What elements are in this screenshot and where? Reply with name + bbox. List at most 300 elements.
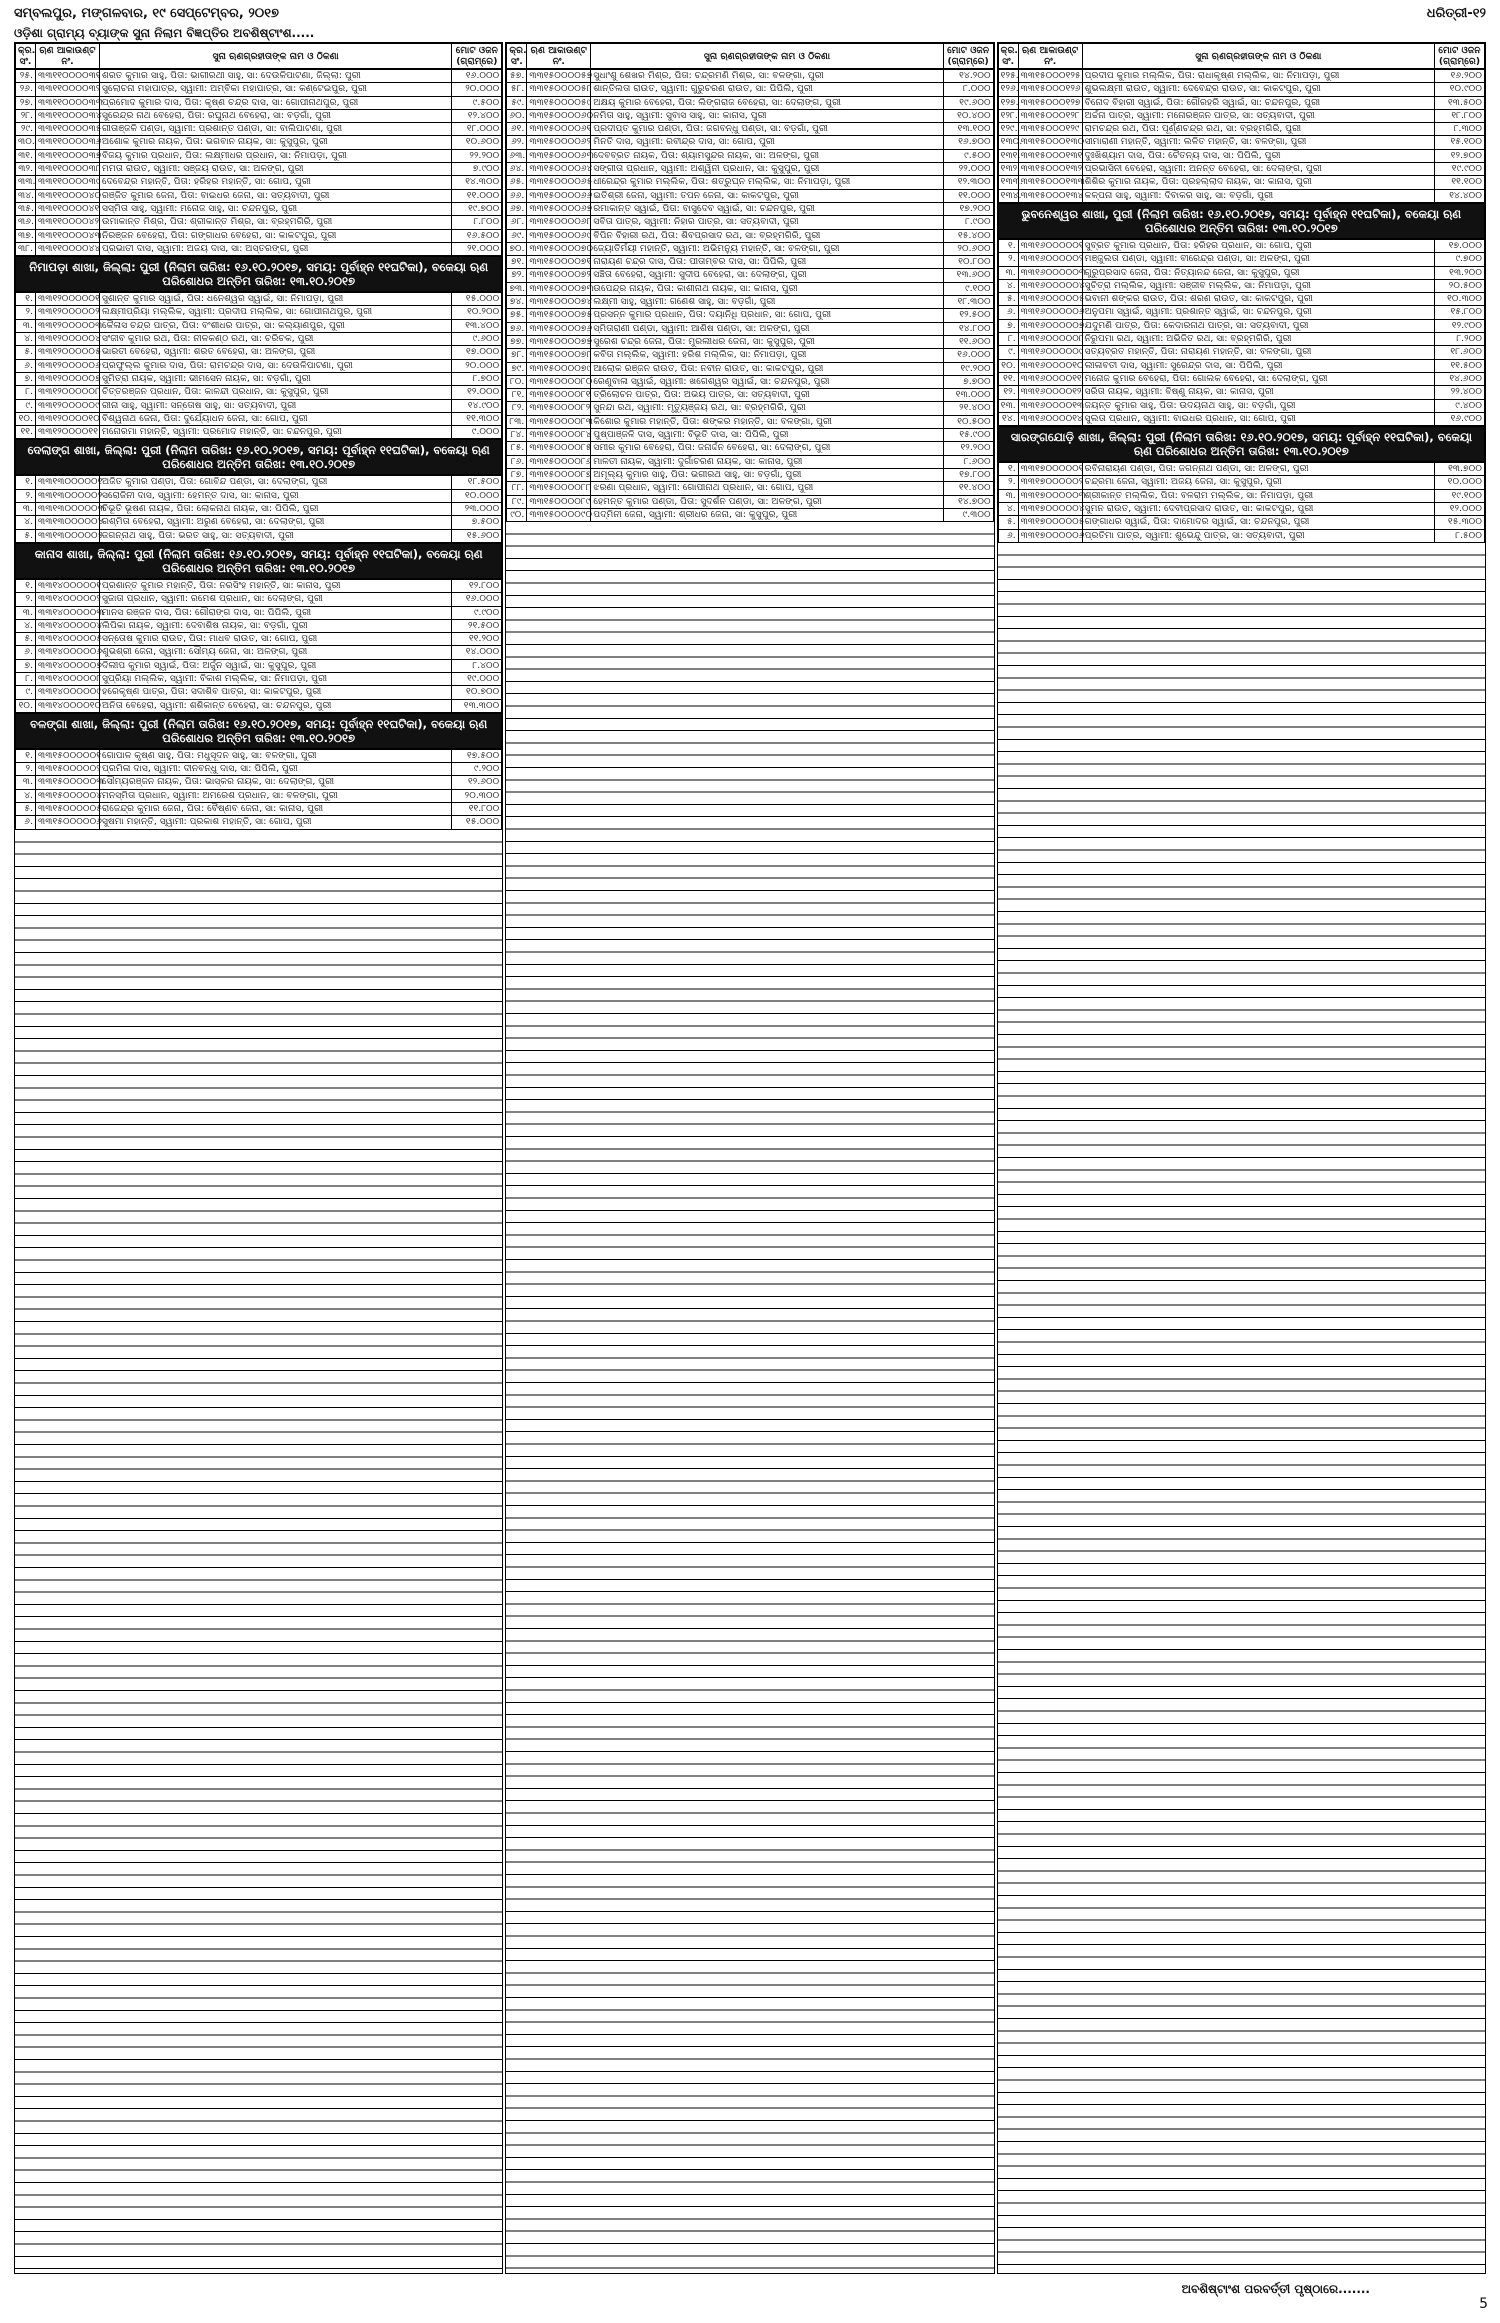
weight-cell: ୧୩.୩୦୦ [452,699,502,712]
name-address-cell: ଇତିଶ୍ରୀ ଜେନା, ସ୍ୱାମୀ: ତପନ ଜେନା, ସା: କାକଟପୁର, ପୁରୀ [591,189,943,202]
serial-cell: ୭. [16,372,36,385]
serial-cell: ୨୬. [16,83,36,96]
account-cell: ୩୩୧୫୦୦୦୧୨୭ [1018,96,1082,109]
name-address-cell: ସରୋଜିନୀ ଦାସ, ସ୍ୱାମୀ: ହେମନ୍ତ ଦାସ, ସା: କାନାସ, ପୁରୀ [100,489,452,502]
weight-cell: ୧୭.୨୦୦ [943,202,993,215]
account-cell: ୩୩୧୫୦୦୦୧୩୧ [1018,149,1082,162]
serial-cell: ୪. [16,789,36,802]
serial-cell: ୧୦. [998,359,1018,372]
name-address-cell: ହରେକୃଷ୍ଣ ପାତ୍ର, ପିତା: ସଦାଶିବ ପାତ୍ର, ସା: କାକଟପୁର, ପୁରୀ [100,686,452,699]
name-address-cell: ଅକ୍ଷୟ କୁମାର ବେହେରା, ପିତା: ଲିଙ୍ଗରାଜ ବେହେରା, ସା: ଦେଲାଙ୍ଗ, ପୁରୀ [591,96,943,109]
account-cell: ୩୩୧୫୦୦୦୦୮୧ [527,389,591,402]
weight-cell: ୧୬.୭୦୦ [943,136,993,149]
table-row [507,123,993,136]
header-weight: ମୋଟ ଓଜନ (ଗ୍ରାମ୍‌ରେ) [452,44,502,69]
name-address-cell: ନିରଞ୍ଜନ ବେହେରା, ପିତା: ଗଙ୍ଗାଧର ବେହେରା, ସା: କାକଟପୁର, ପୁରୀ [100,229,452,242]
weight-cell: ୧୧.୬୦୦ [943,335,993,348]
table-row [998,136,1484,149]
account-cell: ୩୩୧୪୦୦୦୦୦୪ [36,619,100,632]
table-continuation [506,522,993,2273]
column-3 [997,42,1486,2274]
account-cell: ୩୩୧୫୦୦୦୦୮୯ [527,495,591,508]
serial-cell: ୩. [998,489,1018,502]
weight-cell: ୧୪.୭୦୦ [943,495,993,508]
name-address-cell: କୈଳାସ ଚନ୍ଦ୍ର ପାତ୍ର, ପିତା: ବଂଶୀଧର ପାତ୍ର, ସା: କଲ୍ୟାଣପୁର, ପୁରୀ [100,319,452,332]
serial-cell: ୩. [16,606,36,619]
name-address-cell: ଶରତ କୁମାର ସାହୁ, ପିତା: ଭାଗୀରଥୀ ସାହୁ, ସା: ଦେଉଳିପାଟଣା, ଜିଲ୍ଲା: ପୁରୀ [100,70,452,83]
account-cell: ୩୩୧୨୦୦୦୦୧୦ [36,412,100,425]
name-address-cell: ସୁଜାତା ପ୍ରଧାନ, ସ୍ୱାମୀ: ରମେଶ ପ୍ରଧାନ, ସା: ଦେଲାଙ୍ଗ, ପୁରୀ [100,593,452,606]
table-row [16,333,502,346]
serial-cell: ୩୦. [16,136,36,149]
serial-cell: ୧୩୪. [998,189,1018,202]
weight-cell: ୧୬.୯୦୦ [1434,412,1484,425]
name-address-cell: ଅମୂଲ୍ୟ କୁମାର ସାହୁ, ପିତା: ଭଗୀରଥ ସାହୁ, ସା: ବଡ଼ଗାଁ, ପୁରୀ [591,468,943,481]
weight-cell: ୨୧.୪୦୦ [943,402,993,415]
header-name-address: ସୁନା ଋଣଗ୍ରହୀତାଙ୍କ ନାମ ଓ ଠିକଣା [591,44,943,69]
serial-cell: ୧୨୭. [998,96,1018,109]
name-address-cell: ରୀନା ସାହୁ, ସ୍ୱାମୀ: ସନ୍ତୋଷ ସାହୁ, ସା: ସତ୍ୟବାଦୀ, ପୁରୀ [100,399,452,412]
table-row [998,293,1484,306]
name-address-cell: ତ୍ରିଲୋଚନ ପାତ୍ର, ପିତା: ଅଭୟ ପାତ୍ର, ସା: ସତ୍ୟବାଦୀ, ପୁରୀ [591,389,943,402]
table-row [507,362,993,375]
weight-cell: ୨୦.୫୦୦ [1434,279,1484,292]
name-address-cell: ରେଣୁବାଳା ସ୍ୱାଇଁ, ସ୍ୱାମୀ: ଖଗେଶ୍ୱର ସ୍ୱାଇଁ, ସା: ଚନ୍ଦନପୁର, ପୁରୀ [591,375,943,388]
serial-cell: ୭୯. [507,362,527,375]
name-address-cell: ଦୁଃଖିଶ୍ୟାମ ଦାସ, ପିତା: ଚୈତନ୍ୟ ଦାସ, ସା: ପିପିଲି, ପୁରୀ [1082,149,1434,162]
name-address-cell: ସୁଷମା ମହାନ୍ତି, ସ୍ୱାମୀ: ପ୍ରକାଶ ମହାନ୍ତି, ସା: ଗୋପ, ପୁରୀ [100,816,452,829]
serial-cell: ୬. [998,529,1018,542]
table-row [16,202,502,215]
name-address-cell: ପୁଷ୍ପାଞ୍ଜଳି ଦାସ, ସ୍ୱାମୀ: ବିଭୂତି ଦାସ, ସା: ପିପିଲି, ପୁରୀ [591,429,943,442]
weight-cell: ୯.୭୦୦ [1434,253,1484,266]
table-row [16,70,502,83]
account-cell: ୩୩୧୪୦୦୦୦୦୩ [36,606,100,619]
name-address-cell: ନମିତା ସାହୁ, ସ୍ୱାମୀ: ସୁବାସ ସାହୁ, ସା: କାନାସ, ପୁରୀ [591,109,943,122]
account-cell: ୩୩୧୧୦୦୦୦୩୮ [36,163,100,176]
loan-table [15,475,502,542]
table-row [998,253,1484,266]
table-row [507,495,993,508]
name-address-cell: ସଂଜୀବ କୁମାର ରଥ, ପିତା: ନୀଳକଣ୍ଠ ରଥ, ସା: ଚରିଚକ, ପୁରୀ [100,333,452,346]
table-row [507,189,993,202]
weight-cell: ୨୦.୦୦୦ [452,359,502,372]
weight-cell: ୧୩.୪୦୦ [452,319,502,332]
name-address-cell: ସସ୍ମିତା ସାହୁ, ସ୍ୱାମୀ: ମନୋଜ ସାହୁ, ସା: ଚନ୍ଦନପୁର, ପୁରୀ [100,202,452,215]
name-address-cell: ଶିଶିର କୁମାର ନାୟକ, ପିତା: ପ୍ରହଲ୍ଲାଦ ନାୟକ, ସା: କାନାସ, ପୁରୀ [1082,176,1434,189]
table-row [507,375,993,388]
name-address-cell: ଗୁରୁପ୍ରସାଦ ଜେନା, ପିତା: ନିତ୍ୟାନନ୍ଦ ଜେନା, ସା: କୁସୁପୁର, ପୁରୀ [1082,266,1434,279]
table-row [16,606,502,619]
table-row [507,83,993,96]
weight-cell: ୧୦.୦୦୦ [452,489,502,502]
account-cell: ୩୩୧୫୦୦୦୦୭୯ [527,362,591,375]
header-date: ସମ୍ବଲପୁର, ମଙ୍ଗଳବାର, ୧୯ ସେପ୍ଟେମ୍ବର, ୨୦୧୭ [14,6,279,21]
table-row [16,633,502,646]
table-row [16,216,502,229]
name-address-cell: ଯଦୁମଣି ପାତ୍ର, ପିତା: କେଦାରନାଥ ପାତ୍ର, ସା: ସତ୍ୟବାଦୀ, ପୁରୀ [1082,319,1434,332]
serial-cell: ୧୩୧. [998,149,1018,162]
table-row [998,189,1484,202]
name-address-cell: କବିତା ମଲ୍ଲିକ, ସ୍ୱାମୀ: ହରିଶ ମଲ୍ଲିକ, ସା: ନିମାପଡ଼ା, ପୁରୀ [591,349,943,362]
serial-cell: ୧୩୦. [998,136,1018,149]
name-address-cell: ମମତା ରାଉତ, ସ୍ୱାମୀ: ସଞ୍ଜୟ ରାଉତ, ସା: ଅଳଙ୍ଗ, ପୁରୀ [100,163,452,176]
name-address-cell: ରାଜେନ୍ଦ୍ର କୁମାର ଜେନା, ପିତା: ବୈଷ୍ଣବ ଜେନା, ସା: କାନାସ, ପୁରୀ [100,803,452,816]
table-row [16,816,502,829]
weight-cell: ୧୪.୨୦୦ [943,70,993,83]
serial-cell: ୭୦. [507,242,527,255]
weight-cell: ୧୪.୩୦୦ [452,176,502,189]
serial-cell: ୧୪. [998,412,1018,425]
weight-cell: ୨୦.୬୦୦ [943,242,993,255]
serial-cell: ୨୫. [16,70,36,83]
name-address-cell: ଶାନ୍ତିଲତା ରାଉତ, ସ୍ୱାମୀ: ଗୁରୁଚରଣ ରାଉତ, ସା: ପିପିଲି, ପୁରୀ [591,83,943,96]
name-address-cell: ମନୋଜ କୁମାର ବେହେରା, ପିତା: ଗୋଲକ ବେହେରା, ସା: ଦେଲାଙ୍ଗ, ପୁରୀ [1082,372,1434,385]
account-cell: ୩୩୧୫୦୦୦୦୮୮ [527,482,591,495]
loan-table [15,749,502,830]
table-row [507,202,993,215]
name-address-cell: ପ୍ରମୋଦ କୁମାର ଦାସ, ପିତା: କୃଷ୍ଣ ଚନ୍ଦ୍ର ଦାସ, ସା: ଗୋପୀନାଥପୁର, ପୁରୀ [100,96,452,109]
table-row [998,503,1484,516]
weight-cell: ୯.୦୦୦ [452,426,502,439]
account-cell: ୩୩୧୫୦୦୦୦୭୦ [527,242,591,255]
auction-notice-columns [14,42,1486,2274]
account-cell: ୩୩୧୫୦୦୦୦୭୭ [527,335,591,348]
table-row [507,149,993,162]
name-address-cell: ପ୍ରଭାସିନୀ ବେହେରା, ସ୍ୱାମୀ: ଅନନ୍ତ ବେହେରା, ସା: ଦେଲାଙ୍ଗ, ପୁରୀ [1082,163,1434,176]
weight-cell: ୧୦.୦୦୦ [1434,476,1484,489]
weight-cell: ୧୦.୯୦୦ [1434,83,1484,96]
serial-cell: ୧. [16,749,36,762]
account-cell: ୩୩୧୬୦୦୦୦୦୮ [1018,333,1082,346]
name-address-cell: ରମାକାନ୍ତ ସ୍ୱାଇଁ, ପିତା: ବାସୁଦେବ ସ୍ୱାଇଁ, ସା: ଚନ୍ଦନପୁର, ପୁରୀ [591,202,943,215]
account-cell: ୩୩୧୭୦୦୦୦୦୩ [1018,489,1082,502]
account-cell: ୩୩୧୬୦୦୦୦୧୪ [1018,412,1082,425]
table-row [16,503,502,516]
serial-cell: ୮. [16,386,36,399]
table-row [998,489,1484,502]
table-row [998,83,1484,96]
name-address-cell: ବିନୋଦ ବିହାରୀ ସ୍ୱାଇଁ, ପିତା: ଗୌରହରି ସ୍ୱାଇଁ, ସା: ଚନ୍ଦନପୁର, ପୁରୀ [1082,96,1434,109]
serial-cell: ୩. [16,319,36,332]
name-address-cell: ଦେବବ୍ରତ ନାୟକ, ପିତା: ଶ୍ୟାମସୁନ୍ଦର ନାୟକ, ସା: ଅଳଙ୍ଗ, ପୁରୀ [591,149,943,162]
serial-cell: ୫. [16,346,36,359]
continued-note: ଅବଶିଷ୍ଟାଂଶ ପରବର୍ତ୍ତୀ ପୃଷ୍ଠାରେ....... [1181,2282,1370,2296]
table-row [16,372,502,385]
name-address-cell: ସୁମିତ୍ରା ନାୟକ, ସ୍ୱାମୀ: ଭୀମସେନ ନାୟକ, ସା: ବଡ଼ଗାଁ, ପୁରୀ [100,372,452,385]
account-cell: ୩୩୧୫୦୦୦୧୩୩ [1018,176,1082,189]
serial-cell: ୪. [998,503,1018,516]
account-cell: ୩୩୧୪୦୦୦୦୦୯ [36,686,100,699]
table-row [16,686,502,699]
serial-cell: ୩. [16,776,36,789]
account-cell: ୩୩୧୫୦୦୦୦୬୯ [527,229,591,242]
name-address-cell: ପ୍ରତିମା ପାତ୍ର, ସ୍ୱାମୀ: ଶୁଭେନ୍ଦୁ ପାତ୍ର, ସା: ସତ୍ୟବାଦୀ, ପୁରୀ [1082,529,1434,542]
table-row [507,322,993,335]
account-cell: ୩୩୧୭୦୦୦୦୦୫ [1018,516,1082,529]
name-address-cell: ଉପେନ୍ଦ୍ର ନାୟକ, ପିତା: କାଶୀନାଥ ନାୟକ, ସା: କାନାସ, ପୁରୀ [591,282,943,295]
weight-cell: ୧୦.୭୦୦ [452,686,502,699]
serial-cell: ୫୭. [507,70,527,83]
name-address-cell: ବିଭୂତି ଭୂଷଣ ନାୟକ, ପିତା: ଲୋକନାଥ ନାୟକ, ସା: ପିପିଲି, ପୁରୀ [100,503,452,516]
account-cell: ୩୩୧୬୦୦୦୦୦୯ [1018,346,1082,359]
account-cell: ୩୩୧୧୦୦୦୦୩୫ [36,123,100,136]
account-cell: ୩୩୧୫୦୦୦୧୨୯ [1018,123,1082,136]
account-cell: ୩୩୧୫୦୦୦୦୭୨ [527,269,591,282]
serial-cell: ୫. [998,516,1018,529]
name-address-cell: ଜ୍ୟୋତିର୍ମୟୀ ମହାନ୍ତି, ସ୍ୱାମୀ: ଅଭିମନ୍ୟୁ ମହାନ୍ତି, ସା: ବଳଙ୍ଗା, ପୁରୀ [591,242,943,255]
name-address-cell: ବିପିନ ବିହାରୀ ରଥ, ପିତା: ଶିବପ୍ରସାଦ ରଥ, ସା: ବ୍ରହ୍ମଗିରି, ପୁରୀ [591,229,943,242]
serial-cell: ୭୨. [507,269,527,282]
weight-cell: ୭.୭୦୦ [943,375,993,388]
column-1 [14,42,503,2274]
account-cell: ୩୩୧୩୦୦୦୦୦୪ [36,516,100,529]
weight-cell: ୧୦.୫୦୦ [943,415,993,428]
serial-cell: ୧୦. [16,699,36,712]
name-address-cell: ପ୍ରଶାନ୍ତ କୁମାର ମହାନ୍ତି, ପିତା: ନରସିଂହ ମହାନ୍ତି, ସା: କାନାସ, ପୁରୀ [100,579,452,592]
table-row [507,96,993,109]
serial-cell: ୮୮. [507,482,527,495]
serial-cell: ୮୩. [507,415,527,428]
table-row [507,389,993,402]
account-cell: ୩୩୧୧୦୦୦୦୪୩ [36,229,100,242]
account-cell: ୩୩୧୬୦୦୦୦୧୧ [1018,372,1082,385]
weight-cell: ୧୬.୫୦୦ [452,229,502,242]
serial-cell: ୧୨୬. [998,83,1018,96]
account-cell: ୩୩୧୫୦୦୦୦୮୩ [527,415,591,428]
table-row [16,763,502,776]
account-cell: ୩୩୧୨୦୦୦୦୦୩ [36,319,100,332]
serial-cell: ୨. [16,489,36,502]
table-row [998,279,1484,292]
table-row [998,123,1484,136]
serial-cell: ୧୧. [998,372,1018,385]
account-cell: ୩୩୧୫୦୦୦୦୮୬ [527,455,591,468]
name-address-cell: ଦେବେନ୍ଦ୍ର ମହାନ୍ତି, ପିତା: ହରିହର ମହାନ୍ତି, ସା: ଗୋପ, ପୁରୀ [100,176,452,189]
name-address-cell: ସରିତା ନାୟକ, ସ୍ୱାମୀ: ବିଷ୍ଣୁ ନାୟକ, ସା: କାନାସ, ପୁରୀ [1082,386,1434,399]
account-cell: ୩୩୧୫୦୦୦୦୬୪ [527,163,591,176]
serial-cell: ୭୩. [507,282,527,295]
serial-cell: ୧୨୮. [998,109,1018,122]
weight-cell: ୧୦.୪୦୦ [943,109,993,122]
name-address-cell: ଚନ୍ଦ୍ରମା ଜେନା, ସ୍ୱାମୀ: ଅଜୟ ଜେନା, ସା: କୁସୁପୁର, ପୁରୀ [1082,476,1434,489]
header-serial: କ୍ର. ସଂ. [998,44,1018,69]
weight-cell: ୧୪.୬୦୦ [1434,372,1484,385]
serial-cell: ୬୭. [507,202,527,215]
name-address-cell: ପ୍ରଫୁଲ୍ଲ କୁମାର ଦାସ, ପିତା: ରାମଚନ୍ଦ୍ର ଦାସ, ସା: ଦେଉଳିପାଟଣା, ପୁରୀ [100,359,452,372]
name-address-cell: ସୁଲୋଚନା ମହାପାତ୍ର, ସ୍ୱାମୀ: ଅମ୍ବିକା ମହାପାତ୍ର, ସା: କଣ୍ଟେଇପୁର, ପୁରୀ [100,83,452,96]
table-row [16,386,502,399]
serial-cell: ୨୭. [16,96,36,109]
table-row [16,189,502,202]
table-row [998,96,1484,109]
weight-cell: ୧୦.୩୦୦ [1434,293,1484,306]
serial-cell: ୪. [998,279,1018,292]
account-cell: ୩୩୧୭୦୦୦୦୦୬ [1018,529,1082,542]
table-row [507,508,993,521]
account-cell: ୩୩୧୫୦୦୦୦୭୪ [527,296,591,309]
name-address-cell: ସ୍ମିତାରାଣୀ ପଣ୍ଡା, ସ୍ୱାମୀ: ଆଶିଷ ପଣ୍ଡା, ସା: ଅଳଙ୍ଗ, ପୁରୀ [591,322,943,335]
serial-cell: ୩୨. [16,163,36,176]
table-row [16,529,502,542]
table-continuation [15,830,502,2273]
name-address-cell: କିଶୋର କୁମାର ମହାନ୍ତି, ପିତା: ଶଙ୍କର ମହାନ୍ତି, ସା: ବଳଙ୍ଗା, ପୁରୀ [591,415,943,428]
weight-cell: ୮.୨୦୦ [1434,333,1484,346]
header-name-address: ସୁନା ଋଣଗ୍ରହୀତାଙ୍କ ନାମ ଓ ଠିକଣା [100,44,452,69]
weight-cell: ୧୨.୦୦୦ [452,386,502,399]
serial-cell: ୫. [16,633,36,646]
name-address-cell: ନିରୁପମା ରଥ, ସ୍ୱାମୀ: ଅଭିଜିତ ରଥ, ସା: ବ୍ରହ୍ମଗିରି, ପୁରୀ [1082,333,1434,346]
name-address-cell: ପ୍ରଦୀପ୍ତ କୁମାର ପଣ୍ଡା, ପିତା: ଜଗବନ୍ଧୁ ପଣ୍ଡା, ସା: ବଡ଼ଗାଁ, ପୁରୀ [591,123,943,136]
name-address-cell: ସୀମାରାଣୀ ମହାନ୍ତି, ସ୍ୱାମୀ: ଲଳିତ ମହାନ୍ତି, ସା: ବଳଙ୍ଗା, ପୁରୀ [1082,136,1434,149]
table-row [998,163,1484,176]
table-row [507,163,993,176]
name-address-cell: ସୁରେନ୍ଦ୍ର ନାଥ ବେହେରା, ପିତା: ରଘୁନାଥ ବେହେରା, ସା: ବଡ଼ଗାଁ, ପୁରୀ [100,109,452,122]
table-row [507,282,993,295]
account-cell: ୩୩୧୫୦୦୦୦୬୩ [527,149,591,162]
account-cell: ୩୩୧୧୦୦୦୦୪୨ [36,216,100,229]
weight-cell: ୯.୯୦୦ [452,606,502,619]
table-row [16,776,502,789]
weight-cell: ୭.୯୦୦ [452,163,502,176]
name-address-cell: ଜଗନ୍ନାଥ ସାହୁ, ପିତା: ଭରତ ସାହୁ, ସା: ସତ୍ୟବାଦୀ, ପୁରୀ [100,529,452,542]
name-address-cell: ଗଙ୍ଗାଧର ସ୍ୱାଇଁ, ପିତା: ଦାମୋଦର ସ୍ୱାଇଁ, ସା: ଚନ୍ଦନପୁର, ପୁରୀ [1082,516,1434,529]
serial-cell: ୮୪. [507,429,527,442]
name-address-cell: ସୁଚିତ୍ରା ମଲ୍ଲିକ, ସ୍ୱାମୀ: ସଞ୍ଜୀବ ମଲ୍ଲିକ, ସା: ନିମାପଡ଼ା, ପୁରୀ [1082,279,1434,292]
branch-banner: ସାରଙ୍ଗଯୋଡ଼ି ଶାଖା, ଜିଲ୍ଲା: ପୁରୀ (ନିଲାମ ତାରିଖ: ୧୬.୧୦.୨୦୧୭, ସମୟ: ପୂର୍ବାହ୍ନ ୧୧ଘଟିକା), ବକେୟା ଋଣ ପରିଶୋଧର ଅନ୍ତିମ ତାରିଖ: ୧୩.୧୦.୨୦୧୭ [998,426,1485,462]
table-row [998,516,1484,529]
weight-cell: ୧୧.୩୦୦ [452,412,502,425]
weight-cell: ୧୭.୮୦୦ [943,468,993,481]
account-cell: ୩୩୧୧୦୦୦୦୩୪ [36,109,100,122]
name-address-cell: ବିଶ୍ୱନାଥ ଜେନା, ପିତା: ଦୁର୍ଯ୍ୟୋଧନ ଜେନା, ସା: ଗୋପ, ପୁରୀ [100,412,452,425]
weight-cell: ୧୬.୨୦୦ [1434,70,1484,83]
table-row [998,109,1484,122]
table-row [507,349,993,362]
name-address-cell: ଗୋପାଳ କୃଷ୍ଣ ସାହୁ, ପିତା: ମଧୁସୂଦନ ସାହୁ, ସା: ବଳଙ୍ଗା, ପୁରୀ [100,749,452,762]
serial-cell: ୫୮. [507,83,527,96]
weight-cell: ୧୧.୪୦୦ [943,482,993,495]
account-cell: ୩୩୧୫୦୦୦୦୦୪ [36,789,100,802]
name-address-cell: ସୁପ୍ରିୟା ମଲ୍ଲିକ, ସ୍ୱାମୀ: ବିକାଶ ମଲ୍ଲିକ, ସା: ନିମାପଡ଼ା, ପୁରୀ [100,672,452,685]
page-number: 5 [1479,2296,1488,2312]
weight-cell: ୨୨.୪୦୦ [1434,386,1484,399]
table-row [507,415,993,428]
weight-cell: ୧୩.୫୦୦ [1434,96,1484,109]
name-address-cell: ମିନତି ଦାସ, ସ୍ୱାମୀ: ରବୀନ୍ଦ୍ର ଦାସ, ସା: ଗୋପ, ପୁରୀ [591,136,943,149]
loan-table [998,462,1485,543]
serial-cell: ୬. [16,359,36,372]
serial-cell: ୮୯. [507,495,527,508]
account-cell: ୩୩୧୧୦୦୦୦୩୩ [36,96,100,109]
account-cell: ୩୩୧୫୦୦୦୦୬୬ [527,189,591,202]
serial-cell: ୯. [16,399,36,412]
weight-cell: ୮.୩୦୦ [1434,123,1484,136]
weight-cell: ୧୧.୫୦୦ [1434,359,1484,372]
branch-banner: ଭୁବନେଶ୍ୱର ଶାଖା, ପୁରୀ (ନିଲାମ ତାରିଖ: ୧୬.୧୦.୨୦୧୭, ସମୟ: ପୂର୍ବାହ୍ନ ୧୧ଘଟିକା), ବକେୟା ଋଣ ପରିଶୋଧର ଅନ୍ତିମ ତାରିଖ: ୧୩.୧୦.୨୦୧୭ [998,203,1485,239]
serial-cell: ୭୬. [507,322,527,335]
weight-cell: ୧୯.୧୦୦ [1434,489,1484,502]
account-cell: ୩୩୧୨୦୦୦୦୦୭ [36,372,100,385]
table-row [507,296,993,309]
table-row [16,229,502,242]
weight-cell: ୧୮.୦୦୦ [452,123,502,136]
weight-cell: ୨୦.୦୦୦ [452,83,502,96]
account-cell: ୩୩୧୨୦୦୦୦୦୮ [36,386,100,399]
table-row [998,176,1484,189]
account-cell: ୩୩୧୨୦୦୦୦୦୧ [36,293,100,306]
weight-cell: ୧୨.୫୦୦ [943,309,993,322]
account-cell: ୩୩୧୬୦୦୦୦୦୪ [1018,279,1082,292]
weight-cell: ୧୪.୮୦୦ [943,322,993,335]
weight-cell: ୧୨.୭୦୦ [1434,149,1484,162]
weight-cell: ୨୩.୦୦୦ [452,503,502,516]
table-header [998,43,1485,69]
header-account: ଋଣ ଆକାଉଣ୍ଟ ନଂ. [36,44,100,69]
table-row [998,372,1484,385]
serial-cell: ୩. [16,503,36,516]
serial-cell: ୮୨. [507,402,527,415]
name-address-cell: ପଦ୍ମିନୀ ଜେନା, ସ୍ୱାମୀ: ଶ୍ରୀଧର ଜେନା, ସା: କୁସୁପୁର, ପୁରୀ [591,508,943,521]
weight-cell: ୯.୨୦୦ [452,763,502,776]
table-row [16,412,502,425]
weight-cell: ୧୫.୦୦୦ [452,816,502,829]
page-header [14,6,1486,26]
table-row [16,516,502,529]
serial-cell: ୧. [998,463,1018,476]
header-account: ଋଣ ଆକାଉଣ୍ଟ ନଂ. [527,44,591,69]
serial-cell: ୭. [998,319,1018,332]
serial-cell: ୫. [16,529,36,542]
serial-cell: ୬. [998,306,1018,319]
name-address-cell: ପ୍ରସନ୍ନ କୁମାର ପ୍ରଧାନ, ପିତା: ଦୟାନିଧି ପ୍ରଧାନ, ସା: ଗୋପ, ପୁରୀ [591,309,943,322]
table-row [507,216,993,229]
name-address-cell: ସଙ୍ଗୀତା ପ୍ରଧାନ, ସ୍ୱାମୀ: ଅଶ୍ୱିନୀ ପ୍ରଧାନ, ସା: କୁସୁପୁର, ପୁରୀ [591,163,943,176]
account-cell: ୩୩୧୬୦୦୦୦୦୨ [1018,253,1082,266]
weight-cell: ୧୩.୨୦୦ [1434,266,1484,279]
table-row [16,426,502,439]
table-row [507,229,993,242]
weight-cell: ୧୫.୯୦୦ [943,429,993,442]
table-row [16,476,502,489]
serial-cell: ୧. [16,293,36,306]
name-address-cell: ଜୟନ୍ତ କୁମାର ସାହୁ, ପିତା: ଉଦୟନାଥ ସାହୁ, ସା: ବଡ଼ଗାଁ, ପୁରୀ [1082,399,1434,412]
name-address-cell: ଅନୁପମା ସ୍ୱାଇଁ, ସ୍ୱାମୀ: ପ୍ରଶାନ୍ତ ସ୍ୱାଇଁ, ସା: ଚନ୍ଦନପୁର, ପୁରୀ [1082,306,1434,319]
serial-cell: ୩୧. [16,149,36,162]
name-address-cell: ପ୍ରମିଳା ଦାସ, ସ୍ୱାମୀ: ଦୀନବନ୍ଧୁ ଦାସ, ସା: ପିପିଲି, ପୁରୀ [100,763,452,776]
weight-cell: ୮.୪୦୦ [452,659,502,672]
name-address-cell: ସଞ୍ଚିତା ବେହେରା, ସ୍ୱାମୀ: ସୁଦୀପ ବେହେରା, ସା: ଦେଲାଙ୍ଗ, ପୁରୀ [591,269,943,282]
name-address-cell: ଶୁଭଶ୍ରୀ ଜେନା, ସ୍ୱାମୀ: ସୌମ୍ୟ ଜେନା, ସା: ଅଳଙ୍ଗ, ପୁରୀ [100,646,452,659]
weight-cell: ୧୩.୭୦୦ [1434,463,1484,476]
weight-cell: ୧୫.୬୦୦ [452,529,502,542]
name-address-cell: ସୁବ୍ରତ କୁମାର ପ୍ରଧାନ, ପିତା: ହରିହର ପ୍ରଧାନ, ସା: ଗୋପ, ପୁରୀ [1082,239,1434,252]
serial-cell: ୯. [16,686,36,699]
serial-cell: ୧୧. [16,426,36,439]
table-row [16,789,502,802]
serial-cell: ୭୪. [507,296,527,309]
serial-cell: ୧୨. [998,386,1018,399]
serial-cell: ୭. [16,659,36,672]
name-address-cell: ସୁଲତା ପ୍ରଧାନ, ସ୍ୱାମୀ: ବାଇଧର ପ୍ରଧାନ, ସା: ଗୋପ, ପୁରୀ [1082,412,1434,425]
name-address-cell: ସୁଶାନ୍ତ କୁମାର ସ୍ୱାଇଁ, ପିତା: ଧନେଶ୍ୱର ସ୍ୱାଇଁ, ସା: ନିମାପଡ଼ା, ପୁରୀ [100,293,452,306]
account-cell: ୩୩୧୫୦୦୦୦୬୧ [527,123,591,136]
serial-cell: ୬୬. [507,189,527,202]
account-cell: ୩୩୧୭୦୦୦୦୦୧ [1018,463,1082,476]
table-row [507,442,993,455]
table-row [998,476,1484,489]
account-cell: ୩୩୧୫୦୦୦୦୦୧ [36,749,100,762]
